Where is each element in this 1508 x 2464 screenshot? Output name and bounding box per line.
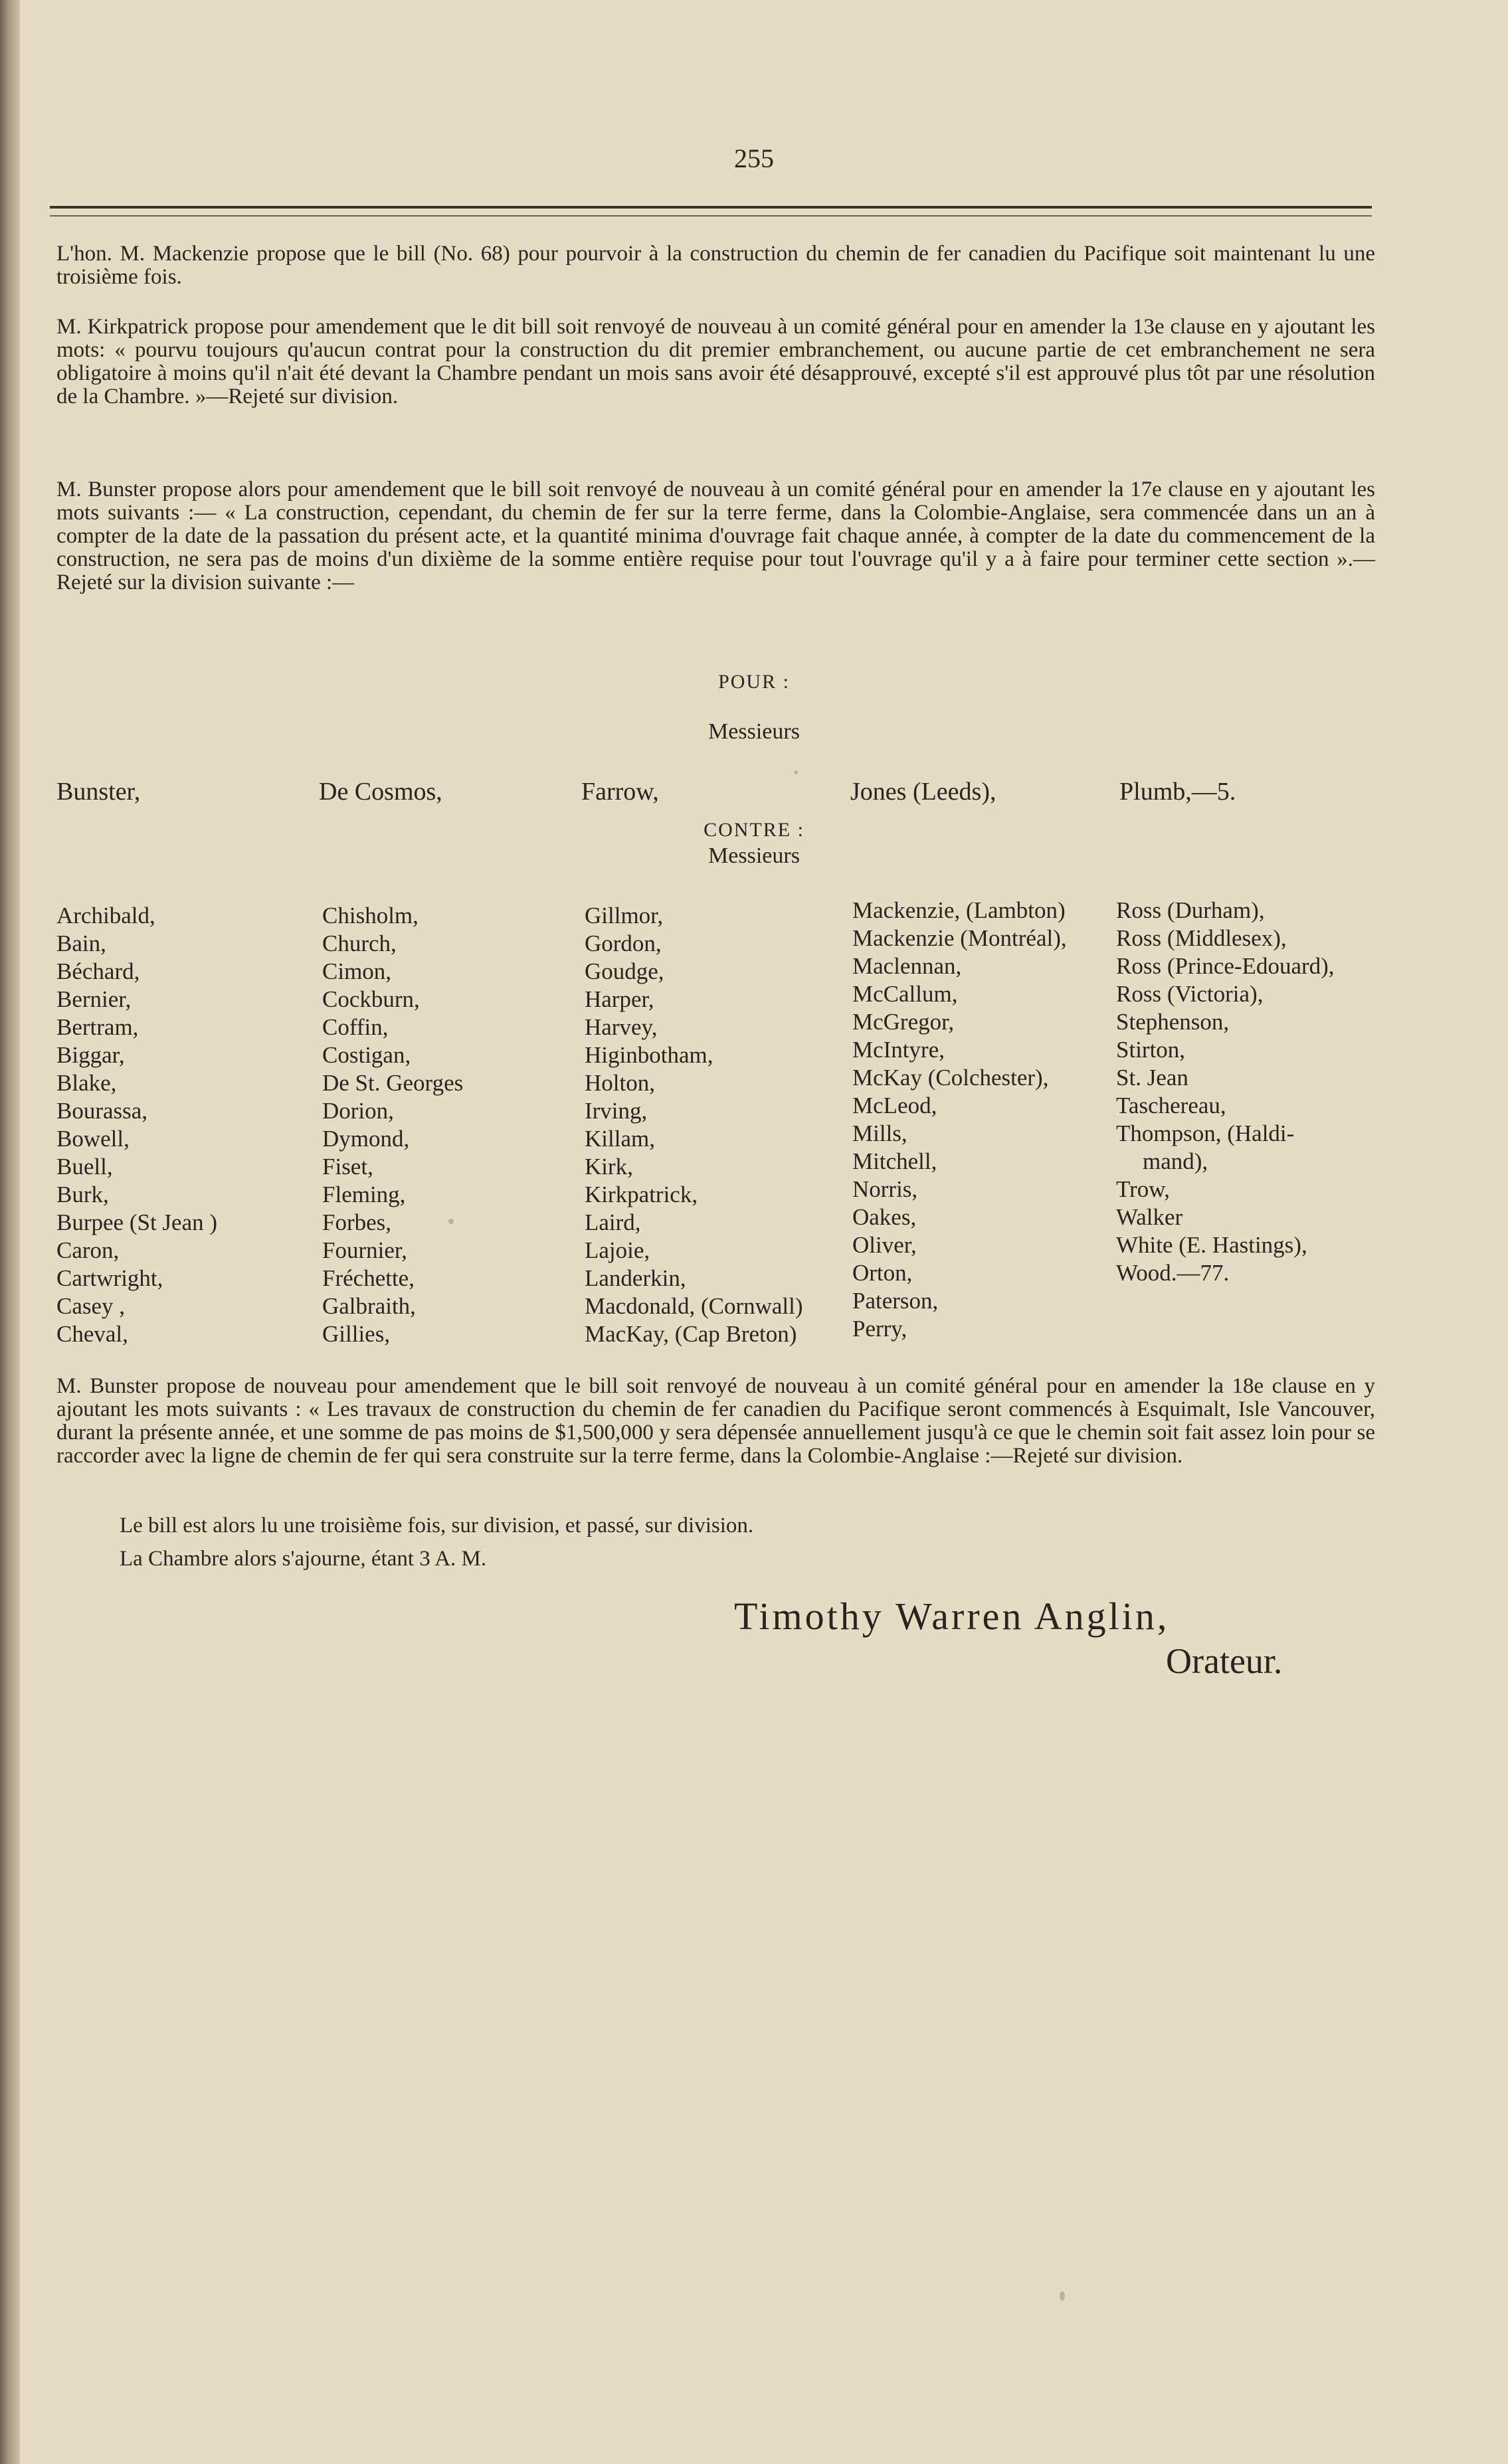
voter-name: Coffin, xyxy=(322,1014,389,1040)
voter-name: Galbraith, xyxy=(322,1293,416,1319)
voter-name: Thompson, (Haldi- xyxy=(1116,1120,1295,1146)
voter-name: Irving, xyxy=(585,1098,648,1124)
pour-name: De Cosmos, xyxy=(319,778,442,806)
contre-column-2 xyxy=(322,902,463,1348)
pour-subheading: Messieurs xyxy=(708,719,800,744)
voter-name: Bowell, xyxy=(56,1126,130,1152)
voter-name: Church, xyxy=(322,930,397,956)
voter-name: Stephenson, xyxy=(1116,1009,1230,1035)
ink-speck xyxy=(448,1219,454,1224)
voter-name: Kirk, xyxy=(585,1154,633,1180)
voter-name: Bain, xyxy=(56,930,106,956)
voter-name: McGregor, xyxy=(852,1009,955,1035)
contre-subheading: Messieurs xyxy=(708,843,800,868)
voter-name: Ross (Middlesex), xyxy=(1116,925,1287,951)
contre-column-1 xyxy=(56,902,217,1348)
voter-name: Cockburn, xyxy=(322,986,420,1012)
voter-name: MacKay, (Cap Breton) xyxy=(585,1321,797,1347)
voter-name: Mackenzie (Montréal), xyxy=(852,925,1067,951)
speaker-title: Orateur. xyxy=(1166,1641,1283,1681)
voter-name: Macdonald, (Cornwall) xyxy=(585,1293,803,1319)
voter-name: Harvey, xyxy=(585,1014,658,1040)
voter-name: Archibald, xyxy=(56,903,155,928)
ink-speck xyxy=(1060,2291,1065,2301)
voter-name: Taschereau, xyxy=(1116,1093,1226,1118)
voter-name: Oliver, xyxy=(852,1232,917,1258)
voter-name: McCallum, xyxy=(852,981,958,1007)
voter-name: Béchard, xyxy=(56,958,140,984)
voter-name: Gillmor, xyxy=(585,903,664,928)
voter-name: McLeod, xyxy=(852,1093,937,1118)
voter-name: Cheval, xyxy=(56,1321,128,1347)
voter-name: Lajoie, xyxy=(585,1237,650,1263)
header-rule xyxy=(50,206,1372,217)
page-binding-edge xyxy=(0,0,20,2464)
contre-heading: CONTRE : xyxy=(704,819,804,841)
voter-name: Burpee (St Jean ) xyxy=(56,1209,218,1235)
pour-heading: POUR : xyxy=(718,671,790,693)
voter-name: Bernier, xyxy=(56,986,132,1012)
voter-name: Fiset, xyxy=(322,1154,373,1180)
voter-name: White (E. Hastings), xyxy=(1116,1232,1307,1258)
voter-name: Fréchette, xyxy=(322,1265,415,1291)
paragraph-bunster-amendment-18: M. Bunster propose de nouveau pour amendement que le bill soit renvoyé de nouveau à un comité général pour en amender la 18e clause en y ajoutant les mots suivants : « Les travaux de construction du chemin de fer canadien du Pacifique seront commencés à Esquimalt, Isle Vancouver, durant la présente année, et une somme de pas moins de $1,500,000 y sera dépensée annuellement jusqu'à ce que le chemin soit fait assez loin pour se raccorder avec la ligne de chemin de fer qui sera construite sur la terre ferme, dans la Colombie-Anglaise :—Rejeté sur division. xyxy=(56,1374,1375,1468)
voter-name: De St. Georges xyxy=(322,1070,464,1096)
voter-name: Laird, xyxy=(585,1209,641,1235)
voter-name: Mackenzie, (Lambton) xyxy=(852,897,1066,923)
voter-name: Gillies, xyxy=(322,1321,391,1347)
voter-name: Landerkin, xyxy=(585,1265,686,1291)
paragraph-bunster-amendment-17: M. Bunster propose alors pour amendement que le bill soit renvoyé de nouveau à un comité général pour en amender la 17e clause en y ajoutant les mots suivants :— « La construction, cependant, du chemin de fer sur la terre ferme, dans la Colombie-Anglaise, sera commencée dans un an à compter de la date de la passation du présent acte, et la quantité minima d'ouvrage fait chaque année, à compter de la date du commencement de la construction, ne sera pas de moins d'un dixième de la somme entière requise pour tout l'ouvrage qu'il y a à faire pour terminer cette section ».— Rejeté sur la division suivante :— xyxy=(56,478,1375,594)
voter-name: Costigan, xyxy=(322,1042,411,1068)
voter-name: Maclennan, xyxy=(852,953,962,979)
speaker-signature: Timothy Warren Anglin, xyxy=(734,1595,1170,1638)
voter-name: Ross (Prince-Edouard), xyxy=(1116,953,1335,979)
contre-column-4 xyxy=(852,897,1067,1343)
voter-name: Kirkpatrick, xyxy=(585,1182,698,1207)
pour-name: Jones (Leeds), xyxy=(850,778,996,806)
voter-name: Oakes, xyxy=(852,1204,917,1230)
paragraph-adjournment: La Chambre alors s'ajourne, étant 3 A. M. xyxy=(120,1547,487,1571)
pour-name: Farrow, xyxy=(581,778,659,806)
contre-column-5 xyxy=(1116,897,1335,1287)
voter-name: Ross (Durham), xyxy=(1116,897,1265,923)
voter-name: Fleming, xyxy=(322,1182,406,1207)
voter-name: Dorion, xyxy=(322,1098,394,1124)
voter-name: Bourassa, xyxy=(56,1098,148,1124)
paragraph-kirkpatrick-amendment: M. Kirkpatrick propose pour amendement que le dit bill soit renvoyé de nouveau à un comité général pour en amender la 13e clause en y ajoutant les mots: « pourvu toujours qu'aucun contrat pour la construction du dit premier embranchement, ou aucune partie de cet embranchement ne sera obligatoire à moins qu'il n'ait été devant la Chambre pendant un mois sans avoir été désapprouvé, excepté s'il est approuvé plus tôt par une résolution de la Chambre. »—Rejeté sur division. xyxy=(56,315,1375,408)
voter-name: St. Jean xyxy=(1116,1065,1188,1091)
page-number: 255 xyxy=(734,143,774,173)
voter-name: Norris, xyxy=(852,1176,918,1202)
voter-name: mand), xyxy=(1143,1148,1208,1174)
voter-name: Stirton, xyxy=(1116,1037,1186,1063)
voter-name: Cimon, xyxy=(322,958,392,984)
voter-name: Paterson, xyxy=(852,1288,939,1314)
voter-name: Trow, xyxy=(1116,1176,1171,1202)
paragraph-third-reading: Le bill est alors lu une troisième fois, sur division, et passé, sur division. xyxy=(120,1514,754,1538)
voter-name: Orton, xyxy=(852,1260,913,1286)
voter-name: Mitchell, xyxy=(852,1148,937,1174)
pour-name: Plumb,—5. xyxy=(1119,778,1236,806)
voter-name: Harper, xyxy=(585,986,654,1012)
ink-speck xyxy=(794,770,798,774)
voter-name: McIntyre, xyxy=(852,1037,945,1063)
voter-name: Fournier, xyxy=(322,1237,407,1263)
voter-name: Killam, xyxy=(585,1126,655,1152)
voter-name: Blake, xyxy=(56,1070,117,1096)
voter-name: Buell, xyxy=(56,1154,113,1180)
voter-name: Mills, xyxy=(852,1120,907,1146)
voter-name: Walker xyxy=(1116,1204,1183,1230)
pour-name: Bunster, xyxy=(56,778,141,806)
voter-name: Forbes, xyxy=(322,1209,392,1235)
paragraph-mackenzie-motion: L'hon. M. Mackenzie propose que le bill (No. 68) pour pourvoir à la construction du chemin de fer canadien du Pacifique soit maintenant lu une troisième fois. xyxy=(56,242,1375,289)
voter-name: Bertram, xyxy=(56,1014,139,1040)
voter-name: Higinbotham, xyxy=(585,1042,713,1068)
voter-name: Wood.—77. xyxy=(1116,1260,1230,1286)
voter-name: Cartwright, xyxy=(56,1265,163,1291)
voter-name: Gordon, xyxy=(585,930,662,956)
voter-name: Holton, xyxy=(585,1070,655,1096)
contre-column-3 xyxy=(585,902,803,1348)
voter-name: Casey , xyxy=(56,1293,126,1319)
voter-name: Goudge, xyxy=(585,958,664,984)
voter-name: Dymond, xyxy=(322,1126,410,1152)
voter-name: Ross (Victoria), xyxy=(1116,981,1264,1007)
voter-name: Burk, xyxy=(56,1182,109,1207)
voter-name: Chisholm, xyxy=(322,903,419,928)
voter-name: Biggar, xyxy=(56,1042,125,1068)
voter-name: Perry, xyxy=(852,1316,907,1342)
voter-name: Caron, xyxy=(56,1237,120,1263)
voter-name: McKay (Colchester), xyxy=(852,1065,1049,1091)
